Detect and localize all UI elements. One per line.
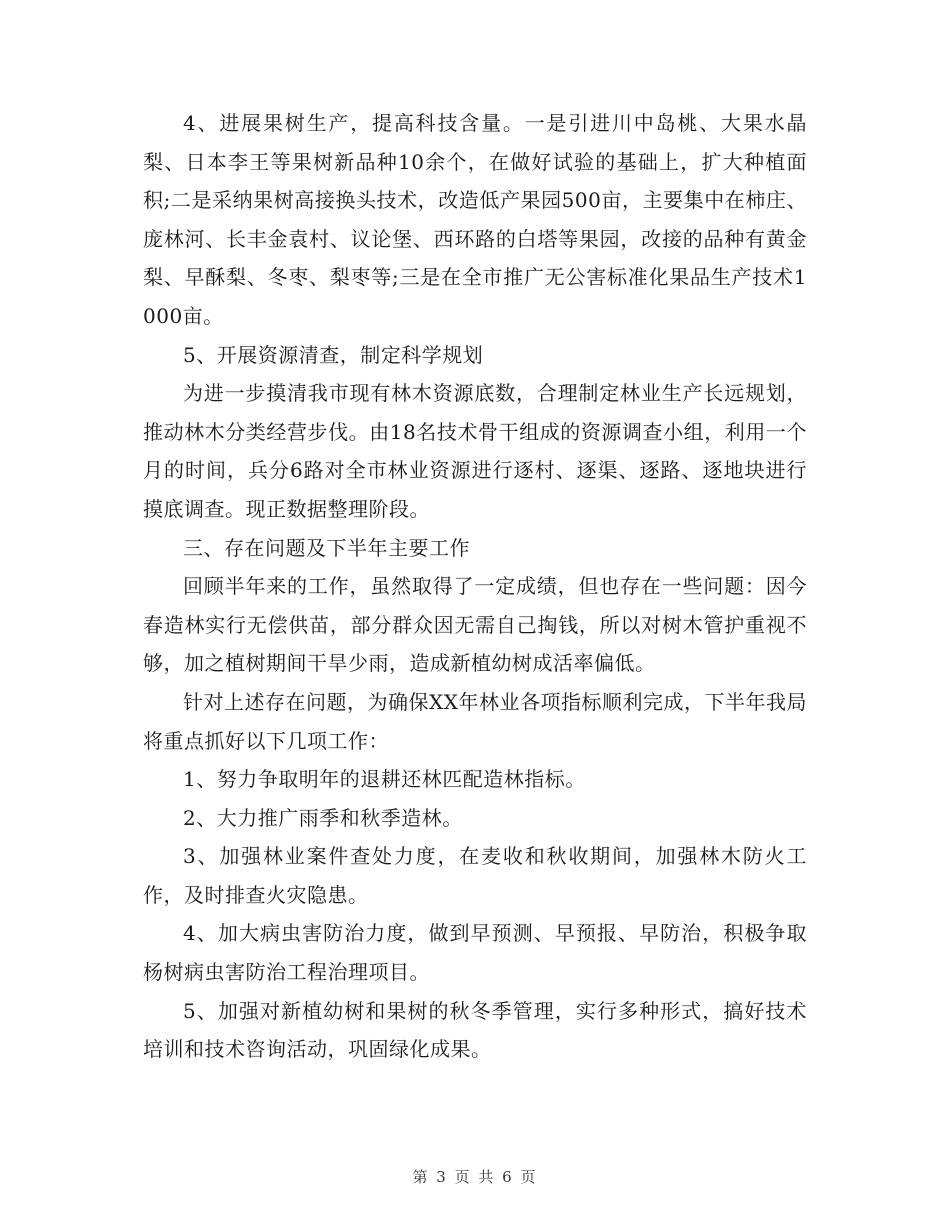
list-item-task-3: 3、加强林业案件查处力度，在麦收和秋收期间，加强林木防火工作，及时排查火灾隐患。	[143, 844, 807, 907]
paragraph-resource-survey: 为进一步摸清我市现有林木资源底数，合理制定林业生产长远规划，推动林木分类经营步伐。由18名技术骨干组成的资源调查小组，利用一个月的时间，兵分6路对全市林业资源进行逐村、逐渠、逐路、逐地块进行摸底调查。现正数据整理阶段。	[143, 381, 807, 521]
paragraph-resource-survey-heading: 5、开展资源清查，制定科学规划	[183, 342, 484, 367]
list-item-task-2: 2、大力推广雨季和秋季造林。	[183, 805, 463, 830]
paragraph-fruit-tree-production: 4、进展果树生产，提高科技含量。一是引进川中岛桃、大果水晶梨、日本李王等果树新品种10余个，在做好试验的基础上，扩大种植面积;二是采纳果树高接换头技术，改造低产果园500亩，主要集中在柿庄、庞林河、长丰金袁村、议论堡、西环路的白塔等果园，改接的品种有黄金梨、早酥梨、冬枣、梨枣等;三是在全市推广无公害标准化果品生产技术1000亩。	[143, 111, 807, 328]
section-heading-problems-and-plans: 三、存在问题及下半年主要工作	[183, 535, 470, 560]
list-item-task-5: 5、加强对新植幼树和果树的秋冬季管理，实行多种形式，搞好技术培训和技术咨询活动，巩固绿化成果。	[143, 998, 807, 1062]
paragraph-review-problems: 回顾半年来的工作，虽然取得了一定成绩，但也存在一些问题：因今春造林实行无偿供苗，部分群众因无需自己掏钱，所以对树木管护重视不够，加之植树期间干旱少雨，造成新植幼树成活率偏低。	[143, 574, 807, 676]
list-item-task-1: 1、努力争取明年的退耕还林匹配造林指标。	[183, 767, 586, 792]
list-item-task-4: 4、加大病虫害防治力度，做到早预测、早预报、早防治，积极争取杨树病虫害防治工程治理项目。	[143, 921, 807, 985]
document-body	[143, 104, 807, 1069]
paragraph-plan-intro: 针对上述存在问题，为确保XX年林业各项指标顺利完成，下半年我局将重点抓好以下几项工作：	[143, 689, 807, 753]
page-number-footer: 第 3 页 共 6 页	[412, 1168, 538, 1186]
